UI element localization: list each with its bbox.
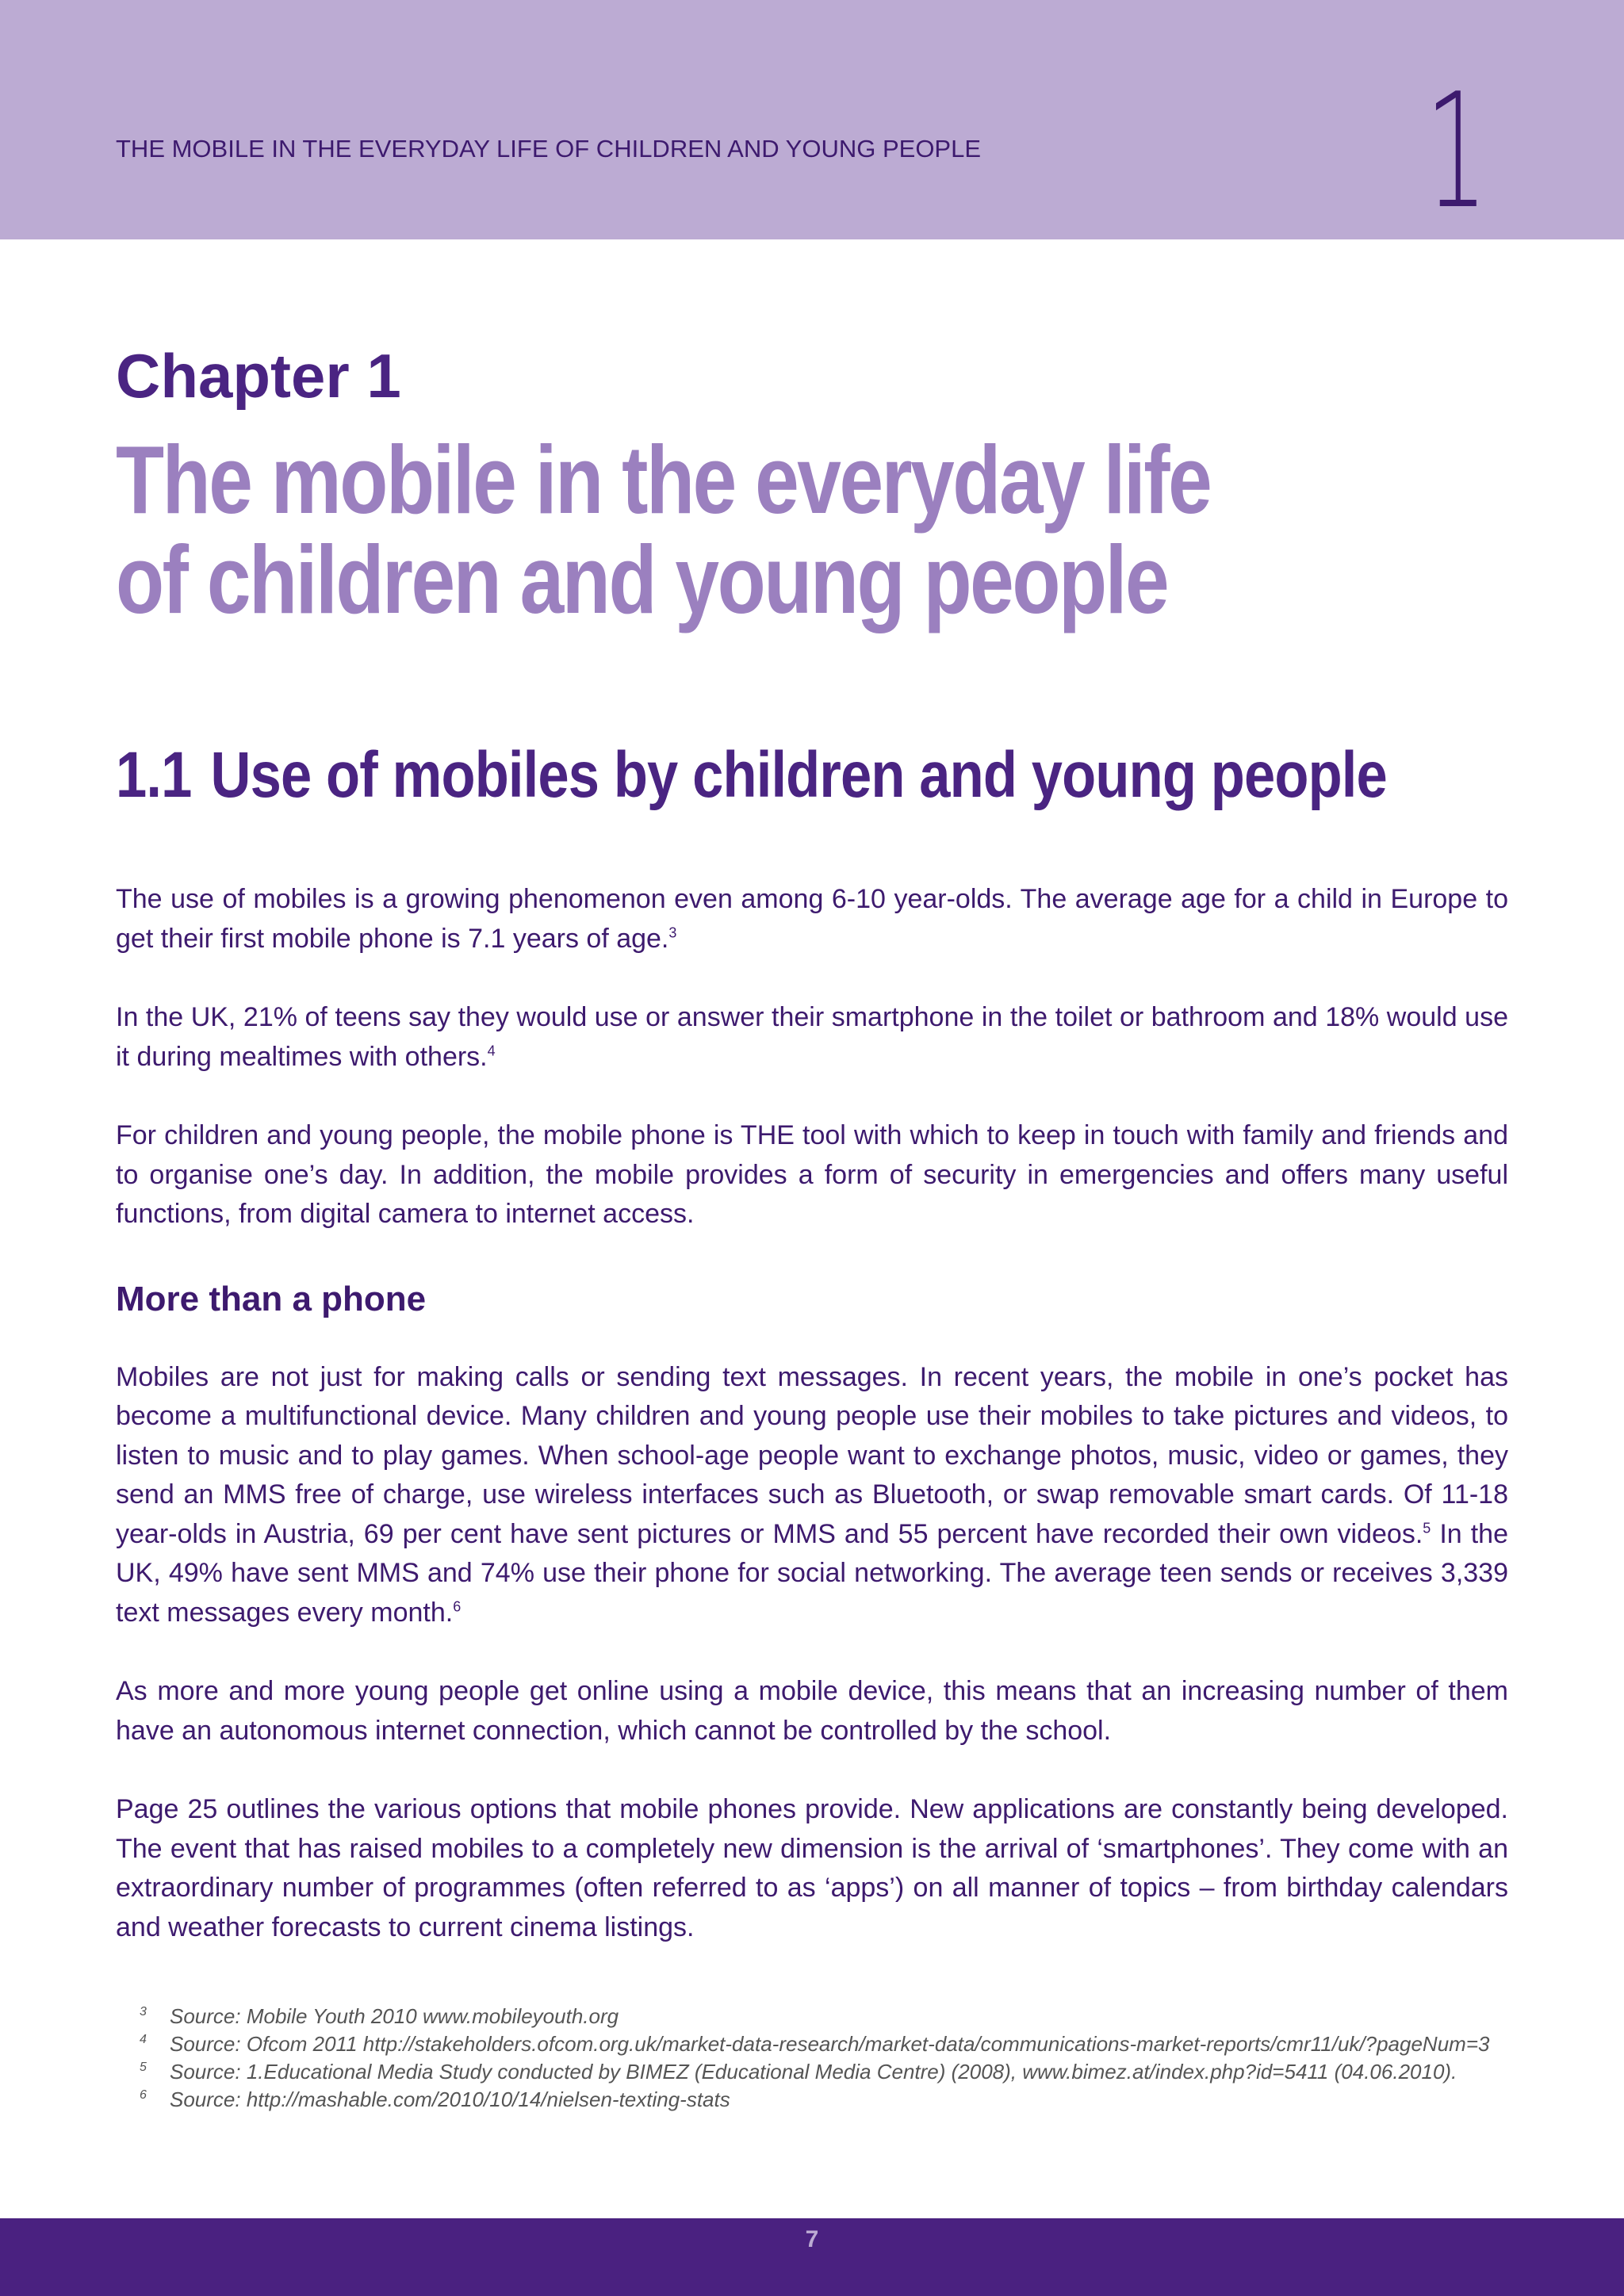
footnote-text: Source: Mobile Youth 2010 www.mobileyouth.org (170, 2004, 619, 2028)
paragraph-1 (116, 880, 1508, 959)
paragraph-4-text-a: Mobiles are not just for making calls or sending text messages. In recent years, the mobile in one’s pocket has become a multifunctional device. Many children and young people use their mobiles to take pictures and videos, to listen to music and to play games. When school-age people want to exchange photos, music, video or games, they send an MMS free of charge, use wireless interfaces such as Bluetooth, or swap removable smart cards. Of 11-18 year-olds in Austria, 69 per cent have sent pictures or MMS and 55 percent have recorded their own videos. (116, 1361, 1508, 1549)
main-content (116, 333, 1508, 1947)
footnote-ref-5: 5 (1423, 1520, 1431, 1536)
paragraph-5: As more and more young people get online using a mobile device, this means that an increasing number of them have an autonomous internet connection, which cannot be controlled by the school. (116, 1676, 1508, 1746)
section-title: Use of mobiles by children and young people (210, 739, 1387, 811)
footnote-ref-3: 3 (668, 924, 677, 941)
subheading-more-than-a-phone: More than a phone (116, 1279, 427, 1318)
section-heading (116, 736, 1480, 815)
chapter-number: 1 (1425, 59, 1488, 244)
paragraph-2 (116, 998, 1508, 1077)
footnote-number: 6 (140, 2088, 147, 2102)
section-number: 1.1 (116, 739, 192, 811)
header-band (0, 0, 1624, 244)
chapter-title-line-2: of children and young people (116, 526, 1168, 633)
chapter-title (116, 426, 1351, 633)
footnote-text: Source: http://mashable.com/2010/10/14/nielsen-texting-stats (170, 2087, 730, 2111)
chapter-label: Chapter 1 (116, 341, 401, 411)
footnote-item (135, 2058, 1546, 2086)
footnote-ref-4: 4 (487, 1043, 496, 1059)
footnote-text: Source: Ofcom 2011 http://stakeholders.ofcom.org.uk/market-data-research/market-data/communications-market-reports/cmr11/uk/?pageNum=3 (170, 2032, 1490, 2056)
chapter-title-line-1: The mobile in the everyday life (116, 426, 1211, 534)
footnote-ref-6: 6 (453, 1598, 462, 1615)
footnote-item (135, 2086, 1546, 2114)
paragraph-1-text: The use of mobiles is a growing phenomenon even among 6-10 year-olds. The average age for a child in Europe to get their first mobile phone is 7.1 years of age. (116, 884, 1508, 954)
paragraph-4-text-b: In the UK, 49% have sent MMS and 74% use their phone for social networking. The average teen sends or receives 3,339 text messages every month. (116, 1518, 1508, 1628)
footnote-number: 5 (140, 2061, 147, 2074)
running-head: THE MOBILE IN THE EVERYDAY LIFE OF CHILDREN AND YOUNG PEOPLE (116, 135, 982, 163)
page-number: 7 (805, 2226, 819, 2252)
footnote-number: 3 (140, 2005, 147, 2019)
footnotes (135, 2003, 1546, 2114)
footnote-number: 4 (140, 2033, 147, 2046)
paragraph-6: Page 25 outlines the various options that mobile phones provide. New applications are constantly being developed. The event that has raised mobiles to a completely new dimension is the arrival of ‘smartphones’. They come with an extraordinary number of programmes (often referred to as ‘apps’) on all manner of topics – from birthday calendars and weather forecasts to current cinema listings. (116, 1794, 1508, 1942)
paragraph-4 (116, 1358, 1508, 1633)
footnote-text: Source: 1.Educational Media Study conducted by BIMEZ (Educational Media Centre) (2008), www.bimez.at/index.php?id=5411 (04.06.2010). (170, 2060, 1457, 2084)
footnote-item (135, 2003, 1546, 2030)
paragraph-3: For children and young people, the mobile phone is THE tool with which to keep in touch with family and friends and to organise one’s day. In addition, the mobile provides a form of security in emergencies and offers many useful functions, from digital camera to internet access. (116, 1120, 1508, 1229)
paragraph-2-text: In the UK, 21% of teens say they would use or answer their smartphone in the toilet or bathroom and 18% would use it during mealtimes with others. (116, 1002, 1508, 1072)
footnote-item (135, 2030, 1546, 2058)
